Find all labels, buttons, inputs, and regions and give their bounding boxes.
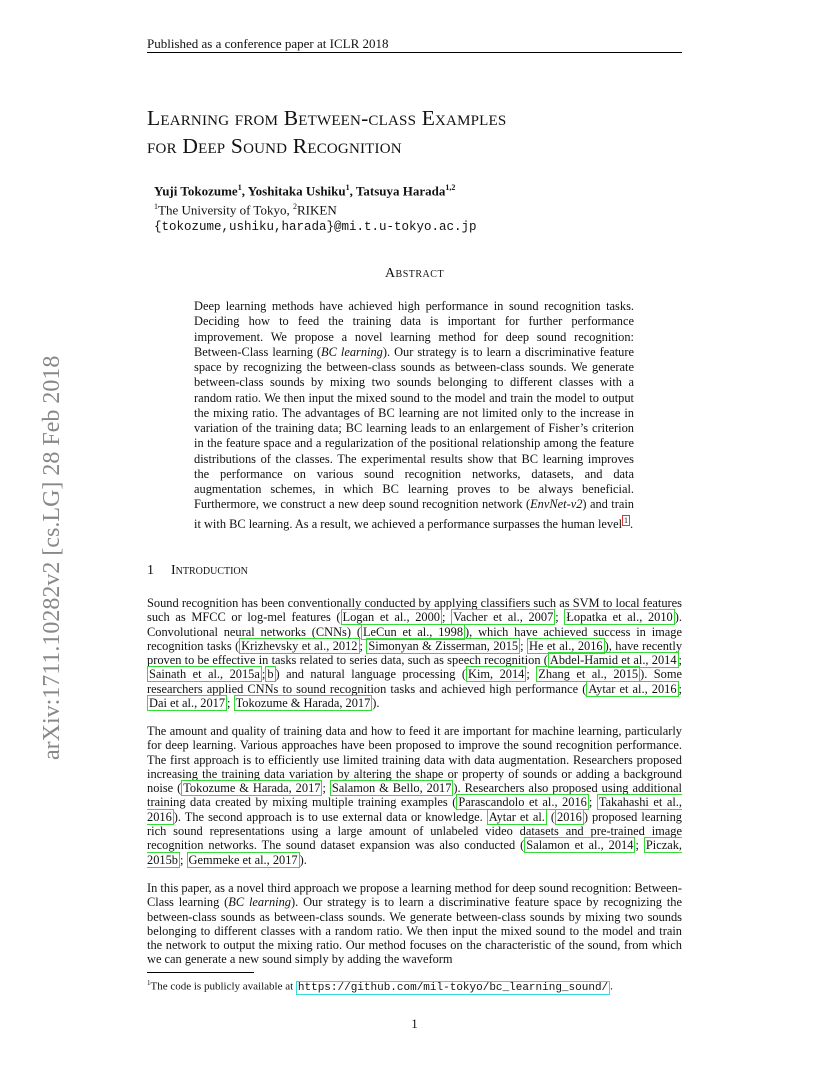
title-line-2: for Deep Sound Recognition bbox=[147, 134, 402, 158]
para-text: ) and natural language processing ( bbox=[275, 667, 466, 682]
para-text: ( bbox=[546, 809, 556, 824]
abstract-emph: EnvNet-v2 bbox=[530, 497, 583, 512]
citation-link[interactable]: Abdel-Hamid et al., 2014 bbox=[549, 653, 677, 668]
author-sep: , bbox=[241, 183, 248, 199]
para-text: ), which have achieved success in image recognition tasks ( bbox=[147, 624, 682, 653]
citation-link[interactable]: Salamon et al., 2014 bbox=[526, 838, 634, 853]
page-number: 1 bbox=[411, 1016, 418, 1031]
citation-link[interactable]: Kim, 2014 bbox=[468, 667, 525, 682]
footnote-rule bbox=[147, 972, 254, 973]
abstract-heading: Abstract bbox=[384, 266, 445, 281]
abstract-text: Deep learning methods have achieved high performance in sound recognition tasks. Deciding how to feed the training data is important for further performance improvement. We propose a novel learning method for deep sound recognition: Between-Class learning ( bbox=[194, 299, 634, 359]
para-text: The amount and quality of training data and how to feed it are important for machine learning, particularly for deep learning. Various approaches have been proposed to improve the sound recognition performance. The first approach is to efficiently use limited training data with data augmentation. Researchers proposed increasing the training data variation by altering the shape or property of sounds or adding a background noise ( bbox=[147, 724, 682, 796]
para-text: ). The second approach is to use external data or knowledge. bbox=[173, 809, 487, 824]
para-text: ). bbox=[372, 696, 380, 711]
citation-link[interactable]: He et al., 2016 bbox=[529, 638, 603, 653]
para-emph: BC learning bbox=[228, 895, 291, 910]
citation-link[interactable]: Vacher et al., 2007 bbox=[453, 610, 554, 625]
citation-link[interactable]: Simonyan & Zisserman, 2015 bbox=[368, 638, 519, 653]
abstract-text: . bbox=[630, 516, 634, 531]
para-text: ; bbox=[678, 681, 682, 696]
citation-link[interactable]: Logan et al., 2000 bbox=[342, 610, 440, 625]
citation-link[interactable]: Parascandolo et al., 2016 bbox=[458, 795, 587, 810]
author-names bbox=[154, 180, 674, 199]
citation-link[interactable]: b bbox=[267, 667, 274, 682]
citation-link[interactable]: LeCun et al., 1998 bbox=[362, 624, 464, 639]
citation-link[interactable]: Krizhevsky et al., 2012 bbox=[241, 638, 358, 653]
section-heading bbox=[147, 563, 682, 579]
author-name: Tatsuya Harada bbox=[355, 183, 446, 199]
affil-sup: 2 bbox=[292, 202, 297, 212]
arxiv-stamp: arXiv:1711.10282v2 [cs.LG] 28 Feb 2018 bbox=[39, 355, 65, 760]
paper-title bbox=[147, 104, 682, 160]
citation-link[interactable]: Łopatka et al., 2010 bbox=[566, 610, 673, 625]
footnote bbox=[147, 976, 682, 995]
intro-paragraph-3 bbox=[147, 881, 682, 967]
para-text: In this paper, as a novel third approach we propose a learning method for deep sound recognition: Between-Class learning ( bbox=[147, 881, 682, 910]
para-text: ). Convolutional neural networks (CNNs) ( bbox=[147, 610, 682, 639]
author-sep: , bbox=[349, 183, 356, 199]
citation-link[interactable]: Tokozume & Harada, 2017 bbox=[235, 696, 371, 711]
para-text: ; bbox=[261, 667, 266, 682]
citation-link[interactable]: Takahashi et al., 2016 bbox=[147, 795, 682, 824]
citation-link[interactable]: 2016 bbox=[557, 809, 582, 824]
citation-link[interactable]: Gemmeke et al., 2017 bbox=[188, 852, 298, 867]
affiliations bbox=[154, 199, 674, 218]
abstract-emph: BC learning bbox=[321, 344, 383, 359]
para-text: ; bbox=[678, 653, 682, 668]
intro-paragraph-2 bbox=[147, 724, 682, 867]
para-text: ; bbox=[179, 852, 187, 867]
para-text: ; bbox=[359, 638, 367, 653]
para-text: ). Our strategy is to learn a discriminative feature space by recognizing the between-class sounds as between-class sounds. We generate between-class sounds by mixing two sounds belonging to different classes with a random ratio. We then input the mixed sound to the model and train the network to output the mixing ratio. Our method focuses on the characteristic of the sound, from which we can generate a new sound simply by adding the waveform bbox=[147, 895, 682, 967]
para-text: ), have recently proven to be effective in tasks related to series data, such as speech recognition ( bbox=[147, 638, 683, 668]
citation-link[interactable]: Aytar et al., 2016 bbox=[588, 681, 677, 696]
para-text: ; bbox=[555, 610, 565, 625]
affil-sup: 1 bbox=[154, 202, 158, 212]
footnote-mark: 1 bbox=[147, 979, 151, 987]
para-text: Sound recognition has been conventionally conducted by applying classifiers such as SVM to local features such as MFCC or log-mel features ( bbox=[147, 596, 682, 625]
header-rule bbox=[147, 52, 682, 53]
title-line-1: Learning from Between-class Examples bbox=[147, 106, 507, 130]
citation-link[interactable]: Sainath et al., 2015a bbox=[149, 667, 260, 682]
footnote-text: . bbox=[610, 980, 613, 993]
para-text: ) proposed learning rich sound representations using a large amount of unlabeled video datasets and pre-trained image recognition networks. The sound dataset expansion was also conducted ( bbox=[147, 809, 682, 853]
author-name: Yoshitaka Ushiku bbox=[247, 183, 346, 199]
author-name: Yuji Tokozume bbox=[154, 183, 238, 199]
para-text: ). bbox=[299, 852, 307, 867]
citation-link[interactable]: Salamon & Bello, 2017 bbox=[331, 781, 452, 796]
abstract-text: ) and train it with BC learning. As a result, we achieved a performance surpasses the human level bbox=[194, 497, 634, 531]
abstract-body bbox=[194, 299, 634, 532]
author-block bbox=[154, 180, 674, 235]
author-affil-sup: 1,2 bbox=[445, 183, 456, 192]
footnote-link[interactable]: 1 bbox=[624, 515, 629, 525]
code-url-link[interactable]: https://github.com/mil-tokyo/bc_learning_sound/ bbox=[297, 981, 609, 994]
citation-link[interactable]: Tokozume & Harada, 2017 bbox=[183, 781, 321, 796]
affiliation-2: RIKEN bbox=[296, 202, 337, 218]
affiliation-1: The University of Tokyo, bbox=[158, 202, 293, 218]
para-text: ; bbox=[526, 667, 537, 682]
author-affil-sup: 1 bbox=[237, 183, 242, 192]
section-number: 1 bbox=[147, 563, 154, 578]
citation-link[interactable]: Zhang et al., 2015 bbox=[538, 667, 639, 682]
citation-link[interactable]: Piczak, 2015b bbox=[147, 838, 683, 867]
para-text: ; bbox=[520, 638, 527, 653]
para-text: ; bbox=[588, 795, 597, 810]
para-text: ; bbox=[322, 781, 330, 796]
para-text: ; bbox=[227, 696, 234, 711]
citation-link[interactable]: Aytar et al. bbox=[488, 809, 545, 824]
para-text: ; bbox=[441, 610, 452, 625]
para-text: ; bbox=[635, 838, 644, 853]
abstract-text: ). Our strategy is to learn a discriminative feature space by recognizing the between-class sounds as between-class sounds. We generate between-class sounds by mixing two sounds belonging to different classes with a random ratio. We then input the mixed sound to the model and train the model to output the mixing ratio. The advantages of BC learning are not limited only to the increase in variation of the training data; BC learning leads to an enlargement of Fisher’s criterion in the feature space and a regularization of the positional relationship among the feature distributions of the classes. The experimental results show that BC learning improves the performance on various sound recognition networks, datasets, and data augmentation schemes, in which BC learning proves to be always beneficial. Furthermore, we construct a new deep sound recognition network ( bbox=[194, 344, 635, 512]
author-affil-sup: 1 bbox=[345, 183, 350, 192]
para-text: ). Some researchers applied CNNs to sound recognition tasks and achieved high performance ( bbox=[147, 667, 683, 696]
section-title: Introduction bbox=[171, 563, 248, 578]
running-header: Published as a conference paper at ICLR 2018 bbox=[147, 36, 389, 51]
para-text: ). Researchers also proposed using additional training data created by mixing multiple training examples ( bbox=[147, 781, 682, 810]
citation-link[interactable]: Dai et al., 2017 bbox=[149, 696, 226, 711]
footnote-text: The code is publicly available at bbox=[150, 980, 296, 993]
author-emails: {tokozume,ushiku,harada}@mi.t.u-tokyo.ac.jp bbox=[154, 219, 477, 234]
intro-paragraph-1 bbox=[147, 596, 682, 710]
